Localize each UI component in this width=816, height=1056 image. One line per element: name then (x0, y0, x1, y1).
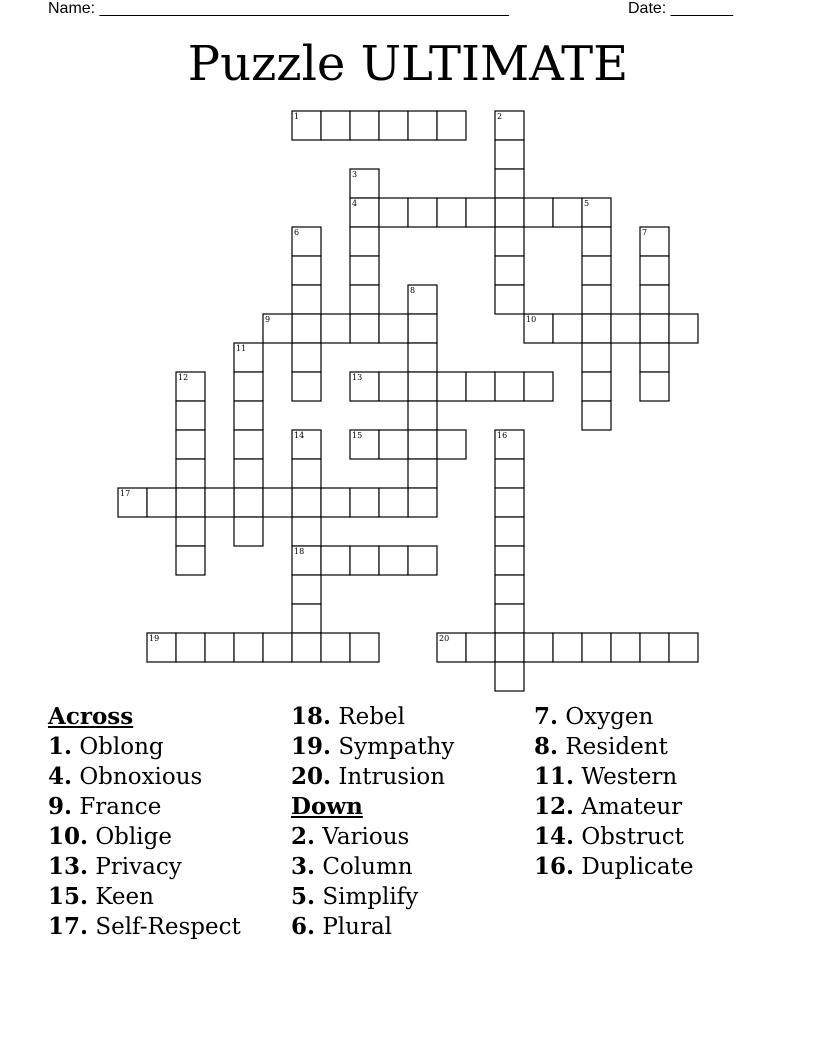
clue-text: Duplicate (581, 854, 694, 880)
grid-cell[interactable] (147, 488, 176, 517)
grid-cell[interactable] (466, 372, 495, 401)
clue-text: Privacy (95, 854, 182, 880)
clue-number: 19. (291, 733, 332, 760)
grid-cell[interactable] (466, 633, 495, 662)
clue-number: 12. (534, 793, 575, 820)
clue-text: Rebel (338, 704, 405, 730)
grid-cell[interactable] (379, 314, 408, 343)
down-clue (534, 852, 774, 882)
grid-cell[interactable] (321, 546, 350, 575)
grid-cell[interactable] (524, 198, 553, 227)
cell-number: 4 (352, 199, 358, 208)
clue-text: Intrusion (338, 764, 446, 790)
across-clue (291, 732, 531, 762)
grid-cell[interactable] (350, 633, 379, 662)
grid-cell[interactable] (176, 401, 205, 430)
grid-cell[interactable] (234, 633, 263, 662)
grid-cell[interactable] (408, 488, 437, 517)
down-clue (534, 762, 774, 792)
across-clue (48, 822, 288, 852)
grid-cell[interactable] (408, 459, 437, 488)
grid-cell[interactable] (669, 314, 698, 343)
grid-cell[interactable] (176, 459, 205, 488)
cell-number: 2 (497, 112, 503, 121)
grid-cell[interactable] (263, 633, 292, 662)
grid-cell[interactable] (466, 198, 495, 227)
clue-text: France (79, 794, 162, 820)
grid-cell[interactable] (495, 604, 524, 633)
grid-cell[interactable] (495, 575, 524, 604)
grid-cell[interactable] (524, 372, 553, 401)
down-clue (534, 792, 774, 822)
grid-cell[interactable] (321, 314, 350, 343)
clue-text: Column (322, 854, 413, 880)
grid-cell[interactable] (350, 227, 379, 256)
down-clue (534, 822, 774, 852)
grid-cell[interactable] (321, 633, 350, 662)
clue-number: 17. (48, 913, 89, 940)
clue-text: Obnoxious (79, 764, 203, 790)
grid-cell[interactable] (669, 633, 698, 662)
grid-cell[interactable] (582, 227, 611, 256)
clue-text: Oblong (79, 734, 164, 760)
grid-cell[interactable] (582, 372, 611, 401)
grid-cell[interactable] (263, 488, 292, 517)
down-clue (291, 882, 531, 912)
clue-number: 5. (291, 883, 316, 910)
clue-column-1 (48, 702, 288, 942)
grid-cell[interactable] (321, 488, 350, 517)
grid-cell[interactable] (640, 633, 669, 662)
clue-text: Self-Respect (95, 914, 241, 940)
across-clue (48, 732, 288, 762)
grid-cell[interactable] (524, 633, 553, 662)
grid-cell[interactable] (553, 633, 582, 662)
grid-cell[interactable] (350, 488, 379, 517)
clue-text: Keen (95, 884, 154, 910)
grid-cell[interactable] (495, 662, 524, 691)
grid-cell[interactable] (495, 372, 524, 401)
cell-number: 8 (410, 286, 416, 295)
grid-cell[interactable] (553, 198, 582, 227)
grid-cell[interactable] (611, 633, 640, 662)
grid-cell[interactable] (176, 488, 205, 517)
grid-cell[interactable] (350, 111, 379, 140)
clue-text: Plural (322, 914, 393, 940)
clue-number: 6. (291, 913, 316, 940)
clue-text: Western (581, 764, 678, 790)
down-clue (291, 852, 531, 882)
clue-number: 18. (291, 703, 332, 730)
clue-number: 20. (291, 763, 332, 790)
grid-cell[interactable] (408, 343, 437, 372)
clue-number: 1. (48, 733, 73, 760)
clue-column-3 (534, 702, 774, 882)
grid-cell[interactable] (379, 488, 408, 517)
grid-cell[interactable] (437, 198, 466, 227)
grid-cell[interactable] (408, 111, 437, 140)
clue-number: 13. (48, 853, 89, 880)
cell-number: 10 (526, 315, 537, 324)
grid-cell[interactable] (292, 488, 321, 517)
cell-number: 3 (352, 170, 358, 179)
cell-number: 14 (294, 431, 305, 440)
across-clue (48, 852, 288, 882)
clue-text: Various (322, 824, 410, 850)
clue-text: Sympathy (338, 734, 455, 760)
grid-cell[interactable] (176, 633, 205, 662)
clue-number: 7. (534, 703, 559, 730)
grid-cell[interactable] (408, 372, 437, 401)
cell-number: 19 (149, 634, 160, 643)
grid-cell[interactable] (640, 343, 669, 372)
grid-cell[interactable] (495, 633, 524, 662)
across-heading: Across (48, 703, 134, 730)
cell-number: 1 (294, 112, 300, 121)
grid-cell[interactable] (495, 140, 524, 169)
clue-number: 11. (534, 763, 575, 790)
down-clue (534, 702, 774, 732)
grid-cell[interactable] (495, 169, 524, 198)
grid-cell[interactable] (205, 488, 234, 517)
grid-cell[interactable] (350, 314, 379, 343)
grid-cell[interactable] (640, 372, 669, 401)
grid-cell[interactable] (350, 256, 379, 285)
clue-number: 3. (291, 853, 316, 880)
grid-cell[interactable] (582, 285, 611, 314)
grid-cell[interactable] (292, 459, 321, 488)
cell-number: 16 (497, 431, 508, 440)
grid-cell[interactable] (437, 111, 466, 140)
clue-number: 2. (291, 823, 316, 850)
across-clue (291, 702, 531, 732)
grid-cell[interactable] (379, 372, 408, 401)
grid-cell[interactable] (350, 546, 379, 575)
cell-number: 6 (294, 228, 300, 237)
grid-cell[interactable] (176, 430, 205, 459)
date-field: Date: _______ (628, 0, 733, 17)
grid-cell[interactable] (495, 285, 524, 314)
down-clue (291, 822, 531, 852)
clue-number: 9. (48, 793, 73, 820)
grid-cell[interactable] (292, 517, 321, 546)
grid-cell[interactable] (408, 401, 437, 430)
down-heading: Down (291, 793, 363, 820)
grid-cell[interactable] (582, 314, 611, 343)
grid-cell[interactable] (292, 372, 321, 401)
grid-cell[interactable] (292, 314, 321, 343)
grid-cell[interactable] (408, 314, 437, 343)
grid-cell[interactable] (234, 517, 263, 546)
grid-cell[interactable] (234, 459, 263, 488)
clue-text: Oxygen (565, 704, 654, 730)
name-field: Name: ______________________________________________ (48, 0, 509, 17)
grid-cell[interactable] (408, 546, 437, 575)
page-title: Puzzle ULTIMATE (187, 36, 629, 92)
grid-cell[interactable] (495, 256, 524, 285)
grid-cell[interactable] (205, 633, 234, 662)
grid-cell[interactable] (379, 546, 408, 575)
grid-cell[interactable] (176, 517, 205, 546)
grid-cell[interactable] (234, 430, 263, 459)
clue-number: 15. (48, 883, 89, 910)
grid-cell[interactable] (495, 459, 524, 488)
cell-number: 13 (352, 373, 363, 382)
clue-number: 4. (48, 763, 73, 790)
grid-cell[interactable] (234, 372, 263, 401)
across-clue (48, 792, 288, 822)
grid-cell[interactable] (553, 314, 582, 343)
grid-cell[interactable] (495, 227, 524, 256)
across-clue (291, 762, 531, 792)
grid-cell[interactable] (292, 285, 321, 314)
grid-cell[interactable] (292, 633, 321, 662)
cell-number: 12 (178, 373, 189, 382)
grid-cell[interactable] (234, 401, 263, 430)
grid-cell[interactable] (437, 372, 466, 401)
clue-text: Obstruct (581, 824, 684, 850)
grid-cell[interactable] (611, 314, 640, 343)
grid-cell[interactable] (582, 633, 611, 662)
clue-number: 14. (534, 823, 575, 850)
grid-cell[interactable] (176, 546, 205, 575)
clue-number: 10. (48, 823, 89, 850)
grid-cell[interactable] (582, 401, 611, 430)
grid-cell[interactable] (234, 488, 263, 517)
across-clue (48, 882, 288, 912)
cell-number: 18 (294, 547, 305, 556)
clue-number: 8. (534, 733, 559, 760)
cell-number: 7 (642, 228, 648, 237)
grid-cell[interactable] (495, 546, 524, 575)
grid-cell[interactable] (292, 343, 321, 372)
grid-cell[interactable] (408, 198, 437, 227)
clue-text: Simplify (322, 884, 419, 910)
clue-text: Resident (565, 734, 668, 760)
grid-cell[interactable] (350, 285, 379, 314)
cell-number: 9 (265, 315, 271, 324)
across-clue (48, 762, 288, 792)
grid-cell[interactable] (495, 488, 524, 517)
grid-cell[interactable] (379, 111, 408, 140)
grid-cell[interactable] (379, 430, 408, 459)
across-clue (48, 912, 288, 942)
cell-number: 17 (120, 489, 131, 498)
grid-cell[interactable] (292, 604, 321, 633)
grid-cell[interactable] (495, 198, 524, 227)
grid-cell[interactable] (640, 256, 669, 285)
grid-cell[interactable] (640, 314, 669, 343)
clue-text: Amateur (581, 794, 683, 820)
clue-number: 16. (534, 853, 575, 880)
grid-cell[interactable] (582, 343, 611, 372)
grid-cell[interactable] (379, 198, 408, 227)
clue-text: Oblige (95, 824, 172, 850)
grid-cell[interactable] (495, 517, 524, 546)
grid-cell[interactable] (292, 575, 321, 604)
down-clue (291, 912, 531, 942)
clue-column-2 (291, 702, 531, 942)
grid-cell[interactable] (321, 111, 350, 140)
grid-cell[interactable] (640, 285, 669, 314)
grid-cell[interactable] (408, 430, 437, 459)
cell-number: 20 (439, 634, 450, 643)
down-clue (534, 732, 774, 762)
grid-cell[interactable] (292, 256, 321, 285)
grid-cell[interactable] (582, 256, 611, 285)
cell-number: 11 (236, 344, 247, 353)
cell-number: 5 (584, 199, 590, 208)
grid-cell[interactable] (437, 430, 466, 459)
cell-number: 15 (352, 431, 363, 440)
